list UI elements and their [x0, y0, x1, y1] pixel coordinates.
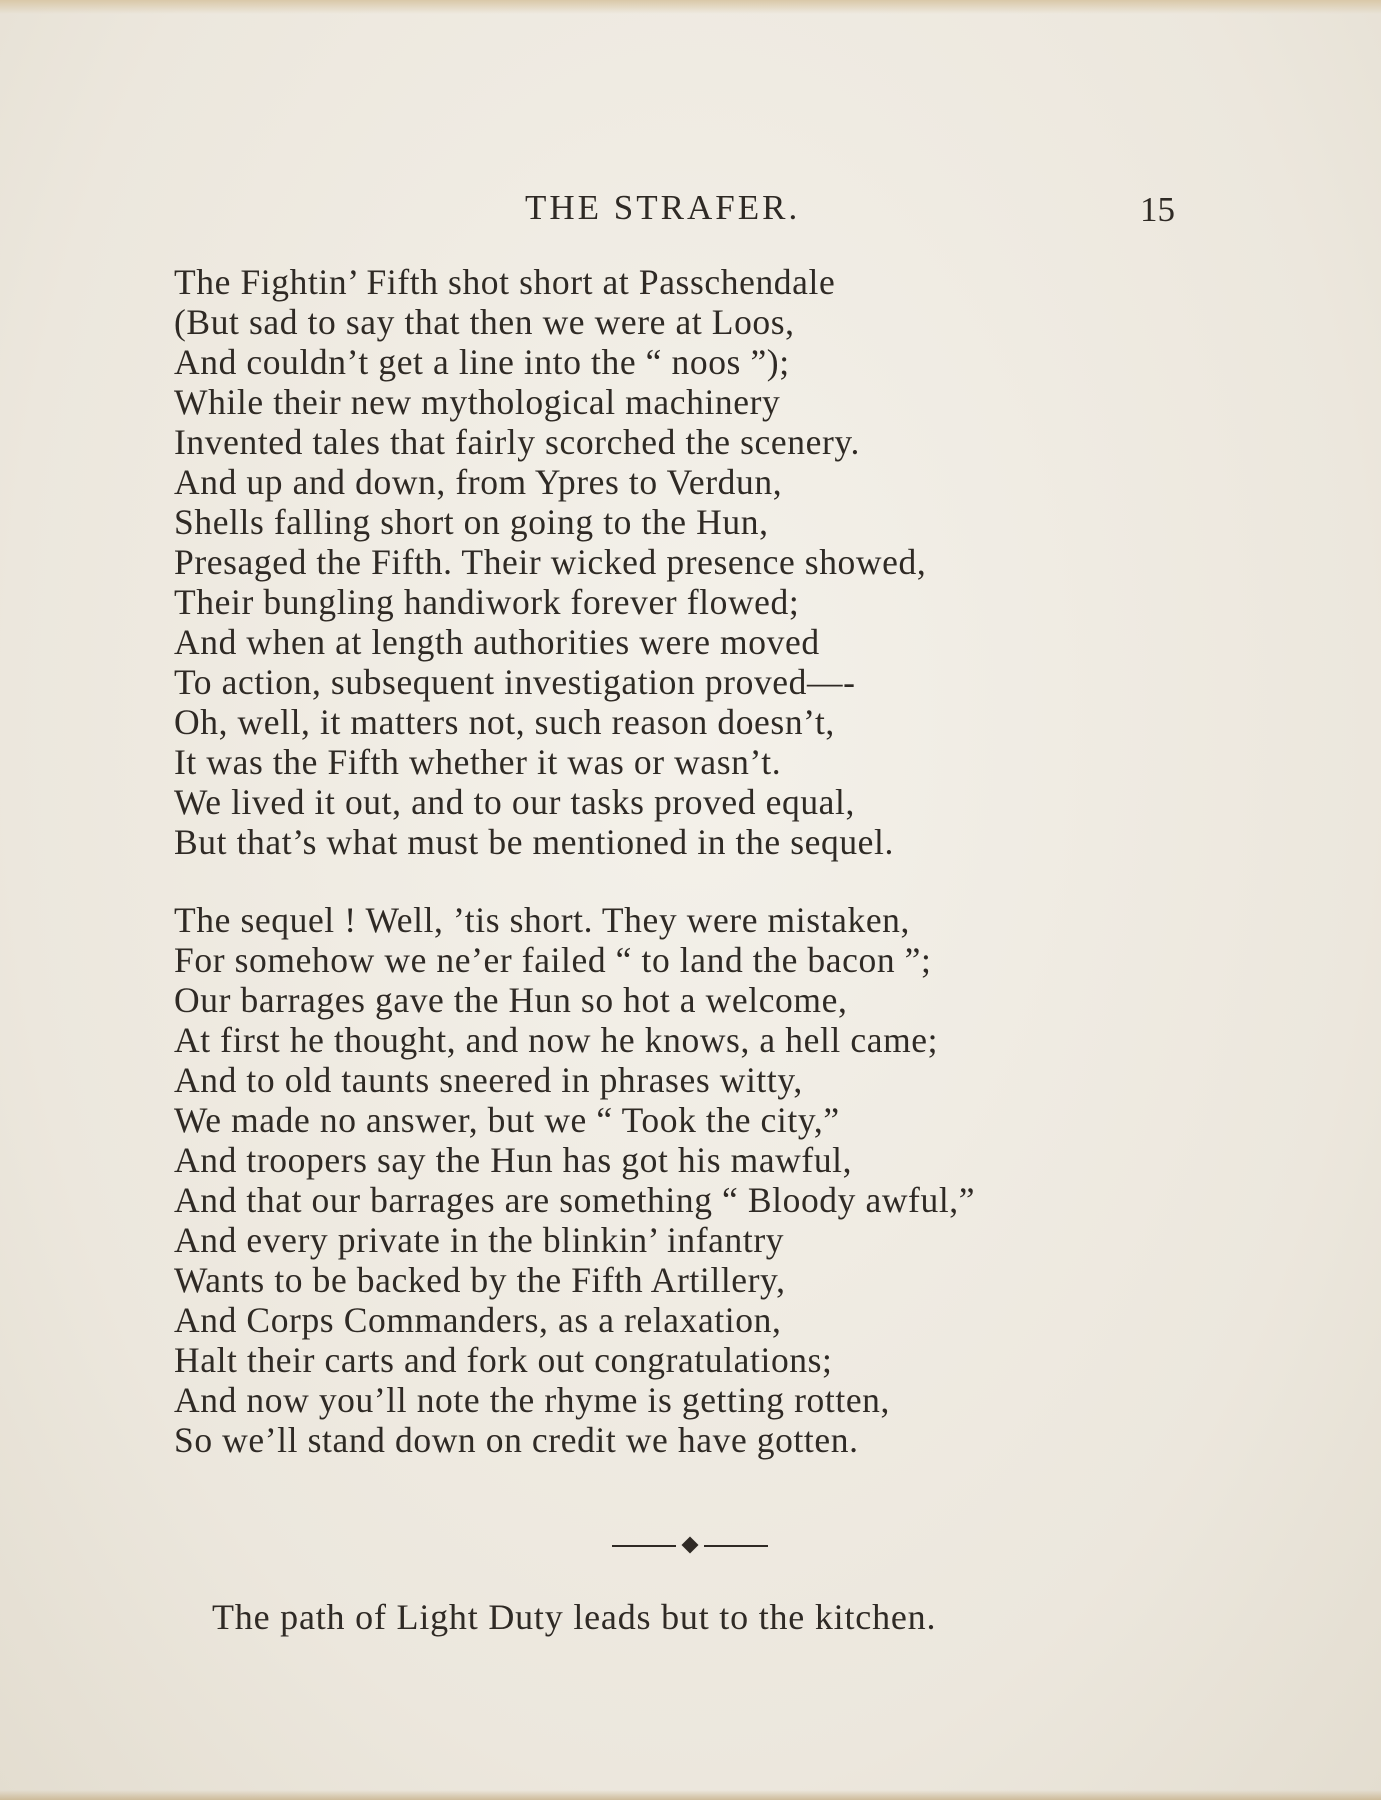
page-top-edge	[0, 0, 1381, 14]
page-number: 15	[1140, 190, 1175, 229]
poem-line: So we’ll stand down on credit we have gotten.	[174, 1420, 859, 1460]
divider-rule-left	[612, 1545, 676, 1547]
poem-line: Their bungling handiwork forever flowed;	[174, 582, 800, 622]
poem-line: Shells falling short on going to the Hun,	[174, 502, 769, 542]
poem-line: At first he thought, and now he knows, a hell came;	[174, 1020, 939, 1060]
poem-line: Invented tales that fairly scorched the scenery.	[174, 422, 860, 462]
poem-line: Oh, well, it matters not, such reason doesn’t,	[174, 702, 835, 742]
poem-line: (But sad to say that then we were at Loos,	[174, 302, 795, 342]
poem-line: The sequel ! Well, ’tis short. They were mistaken,	[174, 900, 910, 940]
poem-line: And to old taunts sneered in phrases witty,	[174, 1060, 803, 1100]
running-title: THE STRAFER.	[525, 188, 801, 227]
divider-rule-right	[704, 1545, 768, 1547]
poem-line: We lived it out, and to our tasks proved equal,	[174, 782, 855, 822]
stanza-2	[174, 900, 1254, 1460]
diamond-icon	[682, 1537, 699, 1554]
poem-line: And Corps Commanders, as a relaxation,	[174, 1300, 782, 1340]
closing-motto: The path of Light Duty leads but to the kitchen.	[212, 1597, 937, 1637]
running-head	[0, 183, 1381, 233]
poem	[174, 262, 1254, 1460]
poem-line: Wants to be backed by the Fifth Artillery,	[174, 1260, 786, 1300]
poem-line: Our barrages gave the Hun so hot a welcome,	[174, 980, 848, 1020]
poem-line: For somehow we ne’er failed “ to land the bacon ”;	[174, 940, 932, 980]
poem-line: It was the Fifth whether it was or wasn’t.	[174, 742, 782, 782]
page-bottom-edge	[0, 1790, 1381, 1800]
poem-line: While their new mythological machinery	[174, 382, 781, 422]
poem-line: And up and down, from Ypres to Verdun,	[174, 462, 783, 502]
poem-line: And couldn’t get a line into the “ noos ”);	[174, 342, 790, 382]
poem-line: And every private in the blinkin’ infantry	[174, 1220, 785, 1260]
poem-line: Halt their carts and fork out congratulations;	[174, 1340, 833, 1380]
poem-line: But that’s what must be mentioned in the sequel.	[174, 822, 894, 862]
poem-line: To action, subsequent investigation proved—-	[174, 662, 856, 702]
poem-line: And when at length authorities were moved	[174, 622, 820, 662]
poem-line: And that our barrages are something “ Bloody awful,”	[174, 1180, 976, 1220]
section-divider-ornament	[612, 1536, 768, 1556]
poem-line: Presaged the Fifth. Their wicked presence showed,	[174, 542, 927, 582]
poem-line: And now you’ll note the rhyme is getting rotten,	[174, 1380, 891, 1420]
poem-line: And troopers say the Hun has got his mawful,	[174, 1140, 853, 1180]
stanza-1	[174, 262, 1254, 862]
poem-line: We made no answer, but we “ Took the city,”	[174, 1100, 840, 1140]
poem-line: The Fightin’ Fifth shot short at Passchendale	[174, 262, 836, 302]
